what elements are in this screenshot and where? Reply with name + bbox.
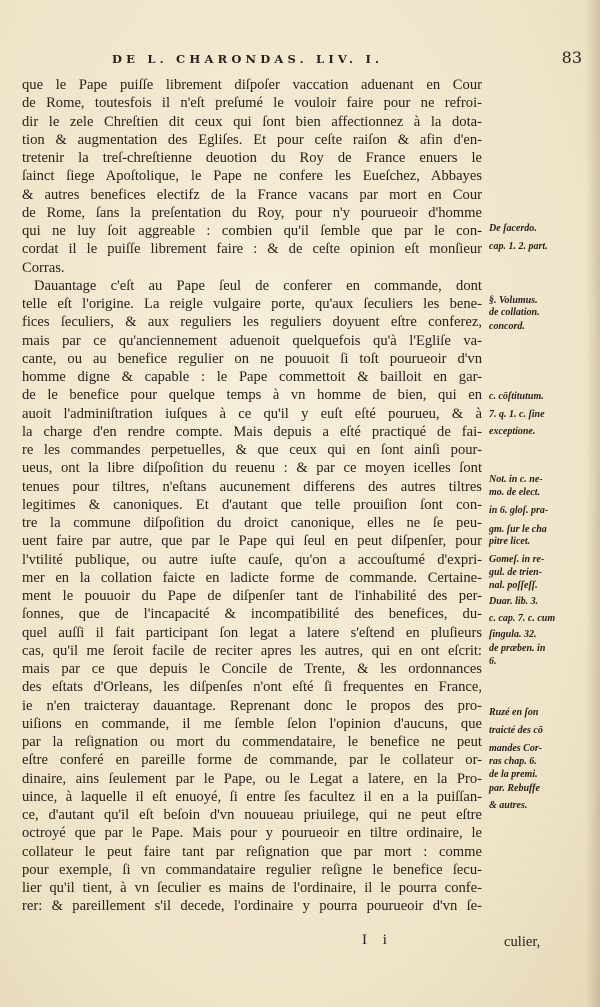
text-line: quel auſſi il fait participant ſon legat a latere s'eſtend en pluſieurs xyxy=(22,624,482,641)
margin-note: pitre licet. xyxy=(489,536,531,547)
text-line: dinaire, ains ſeulement par le Pape, ou le Legat a latere, en la Pro- xyxy=(22,770,482,787)
text-line: ie n'en traicteray dauantage. Reprenant donc le propos des pro- xyxy=(22,697,482,714)
text-line: uiſions en commande, il me ſemble ſelon l'opinion d'aucuns, que xyxy=(22,715,482,732)
text-line: mer en la collation faicte en ladicte forme de commande. Certaine- xyxy=(22,569,482,586)
margin-note: par. Rebuffe xyxy=(489,783,540,794)
text-line: Corras. xyxy=(22,259,65,276)
text-line: re les commandes perpetuelles, & que ceux qui en ſont ainſi pour- xyxy=(22,442,482,458)
text-line: pour exemple, ſi vn commandataire regulier reſigne le benefice ſecu- xyxy=(22,861,482,878)
text-line: l'vtilité publique, ou autre iuſte cauſe, qu'on a accouſtumé d'expri- xyxy=(22,551,482,568)
text-line: rer: & pareillement s'il decede, l'ordinaire y pourra pourueoir d'vn ſe- xyxy=(22,898,482,915)
text-line: lier qu'il tient, à vn ſeculier es mains de l'ordinaire, il le pourra confe- xyxy=(22,880,482,896)
margin-note: mandes Cor- xyxy=(489,743,543,754)
margin-note: in 6. gloſ. pra- xyxy=(489,505,549,516)
margin-note: & autres. xyxy=(489,800,528,811)
text-line: de Rome, toutesfois il n'eſt preſumé le vouloir faire pour ne refroi- xyxy=(22,95,482,112)
margin-note: exceptione. xyxy=(489,426,536,437)
margin-note: ras chap. 6. xyxy=(489,756,537,767)
signature-mark: I i xyxy=(362,932,393,948)
text-line: cas, qu'il me ſeroit facile de reciter apres les autres, qui en ont eſcrit: xyxy=(22,642,482,659)
text-line: des eſtats d'Orleans, les diſpenſes n'ont eſté ſi frequentes en France, xyxy=(22,679,482,696)
margin-note: traicté des cō xyxy=(489,725,543,736)
text-line: de le benefice pour quelque temps à vn homme de bien, qui en xyxy=(22,387,482,404)
text-line: qui ne luy ſoit aggreable : combien qu'il ſemble que par le con- xyxy=(22,223,482,239)
margin-note: nal. poſſeſſ. xyxy=(489,580,538,591)
margin-note: de collation. xyxy=(489,307,540,318)
text-line: collateur le peut faire tant par reſignation que par mort : comme xyxy=(22,843,482,860)
text-line: ment le pouuoir du Pape de diſpenſer tant de l'inhabilité des per- xyxy=(22,588,482,604)
margin-note: cap. 1. 2. part. xyxy=(489,241,548,252)
margin-note: Gomeſ. in re- xyxy=(489,554,545,565)
text-line: tretenir la treſ-chreſtienne deuotion du Roy de France enuers le xyxy=(22,150,482,166)
text-line: cante, ou au benefice regulier on ne pouuoit ſi toſt pourueoir d'vn xyxy=(22,350,482,367)
text-line: tion & augmentation des Egliſes. Et pour ceſte raiſon & afin d'en- xyxy=(22,131,482,148)
margin-note: Ruzé en ſon xyxy=(489,707,539,718)
text-line: fices ſeculiers, & aux reguliers les reguliers doyuent eſtre conferez, xyxy=(22,314,482,331)
text-line: ueus, ont la libre diſpoſition du reuenu : & par ce moyen icelles ſont xyxy=(22,460,482,477)
page-header xyxy=(22,48,582,72)
text-line: legitimes & canoniques. Et d'autant que telle prouiſion ſont con- xyxy=(22,496,482,513)
text-line: mais par ce que depuis le Concile de Trente, & les ordonnances xyxy=(22,661,482,677)
margin-note: de præben. in xyxy=(489,643,546,654)
text-line: par la reſignation ou mort du commendataire, le benefice ne peut xyxy=(22,734,482,750)
text-line: dir le zele Chreſtien dit ceux qui ſont bien affectionnez à la dota- xyxy=(22,113,482,130)
text-line: tenues pour tiltres, n'eſtans aucunement differens des autres tiltres xyxy=(22,478,482,495)
margin-note: c. cap. 7. c. cum xyxy=(489,613,556,624)
margin-note: De ſacerdo. xyxy=(489,223,537,234)
text-line: uent faire par autre, que par le Pape qui ſeul en peut diſpenſer, pour xyxy=(22,533,482,550)
margin-note: mo. de elect. xyxy=(489,487,541,498)
margin-note: ſingula. 32. xyxy=(489,629,537,640)
body-text xyxy=(22,76,482,934)
running-head: DE L. CHARONDAS. LIV. I. xyxy=(112,52,384,66)
text-line: auoit l'adminiſtration iuſques à ce qu'il y euſt eſté pourueu, & à xyxy=(22,405,482,422)
text-line: la charge d'en rendre compte. Mais depuis a eſté practiqué de fai- xyxy=(22,423,482,440)
text-line: cordat il le puiſſe librement faire : & de ceſte opinion eſt monſieur xyxy=(22,241,482,258)
text-line: ce, d'autant qu'il eſt beſoin d'vn nouueau priuilege, qui ne peut eſtre xyxy=(22,807,482,823)
margin-note: gm. ſur le cha xyxy=(489,524,547,535)
margin-note: gul. de trien- xyxy=(489,567,543,578)
text-line: de Rome, ſans la preſentation du Roy, pour n'y pourueoir d'homme xyxy=(22,204,482,221)
text-line: telle eſt l'origine. La reigle vulgaire porte, qu'aux ſeculiers les bene- xyxy=(22,296,482,312)
page-number: 83 xyxy=(561,48,582,67)
margin-note: de la premi. xyxy=(489,769,538,780)
margin-note: Duar. lib. 3. xyxy=(489,596,539,607)
text-line: & autres benefices electifz de la France vacans par mort en Cour xyxy=(22,186,482,203)
text-line: uince, à laquelle il eſt enuoyé, ſi entre ſes facultez il en a la puiſſan- xyxy=(22,788,482,805)
text-line: eſtre conferé en pareille forme de commande, par le collateur or- xyxy=(22,752,482,769)
text-line: que le Pape puiſſe librement diſpoſer vaccation aduenant en Cour xyxy=(22,77,482,93)
text-line: mais par ce qu'anciennement aduenoit quelquefois qu'à l'Egliſe va- xyxy=(22,332,482,349)
text-line: tre la commune diſpoſition du droict canonique, elles ne ſe peu- xyxy=(22,515,482,531)
text-line: homme digne & capable : le Pape commettoit & bailloit en gar- xyxy=(22,369,482,385)
catchword: culier, xyxy=(504,934,541,950)
page-footer xyxy=(22,932,582,952)
margin-note: Not. in c. ne- xyxy=(489,474,543,485)
text-line xyxy=(22,916,482,934)
margin-note: 7. q. 1. c. ſine xyxy=(489,409,545,420)
text-line: octroyé que par le Pape. Mais pour y pourueoir en tiltre ordinaire, le xyxy=(22,825,482,842)
text-line: Dauantage c'eſt au Pape ſeul de conferer en commande, dont xyxy=(34,277,482,294)
margin-note: concord. xyxy=(489,321,525,332)
text-line: ſonnes, que de l'incapacité & incompatibilité des benefices, du- xyxy=(22,606,482,623)
margin-note: c. cōſtitutum. xyxy=(489,391,544,402)
margin-note: 6. xyxy=(489,656,497,667)
text-line: ſainct ſiege Apoſtolique, le Pape ne confere les Eueſchez, Abbayes xyxy=(22,168,482,185)
margin-note: §. Volumus. xyxy=(489,295,538,306)
